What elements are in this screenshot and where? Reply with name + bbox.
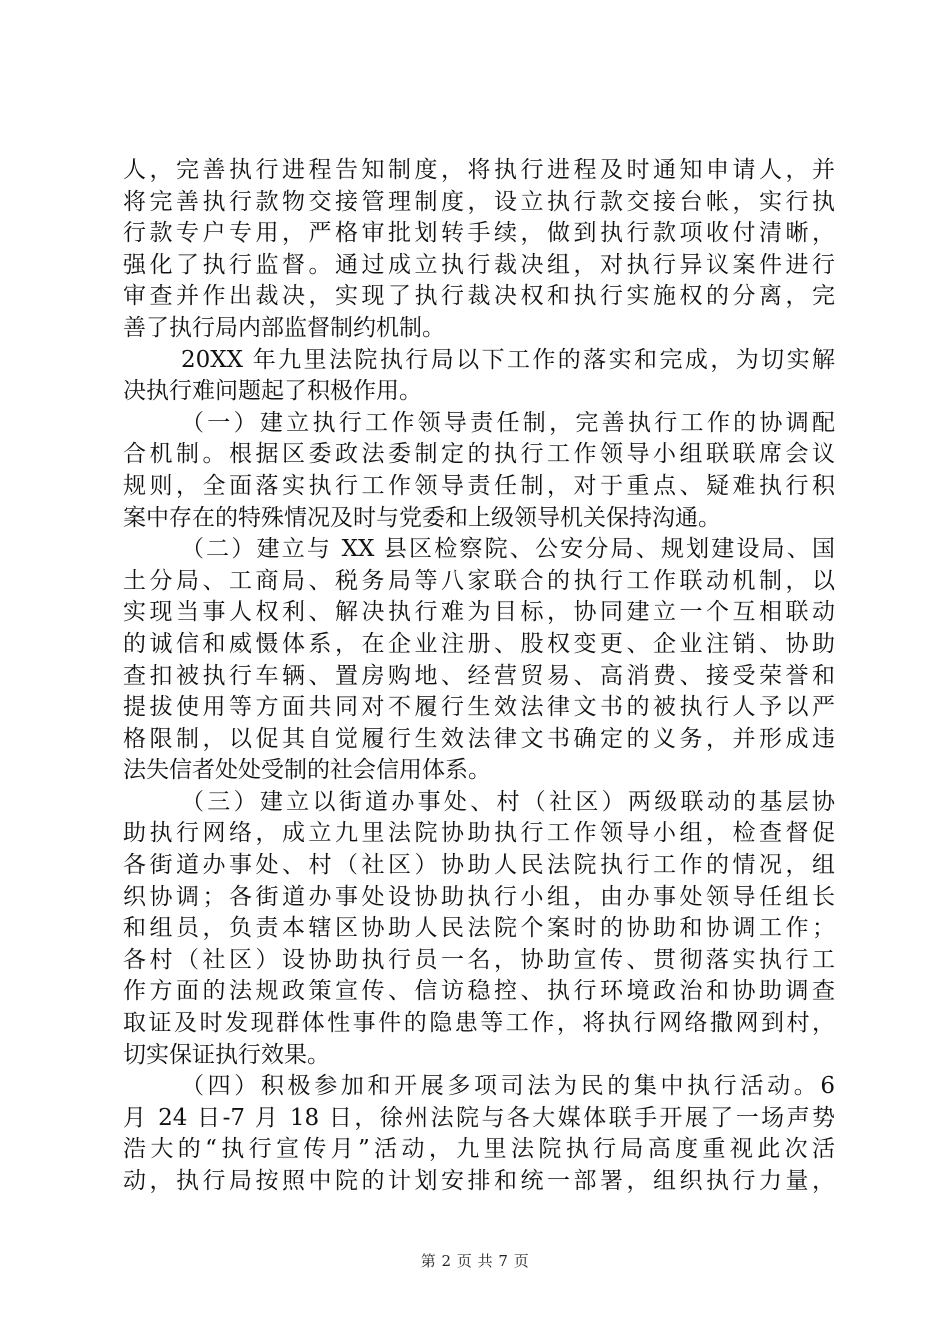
text-line: 月 24 日-7 月 18 日，徐州法院与各大媒体联手开展了一场声势	[123, 1104, 835, 1131]
text-line: 将完善执行款物交接管理制度，设立执行款交接台帐，实行执	[123, 188, 835, 215]
text-line: （二）建立与 XX 县区检察院、公安分局、规划建设局、国	[181, 536, 835, 563]
text-line: 作方面的法规政策宣传、信访稳控、执行环境政治和协助调查	[123, 978, 835, 1005]
text-line: 浩大的“执行宣传月”活动，九里法院执行局高度重视此次活	[123, 1136, 835, 1163]
text-line: 审查并作出裁决，实现了执行裁决权和执行实施权的分离，完	[123, 283, 835, 310]
page-number-footer: 第 2 页 共 7 页	[420, 1252, 530, 1270]
text-line: 切实保证执行效果。	[123, 1041, 330, 1068]
text-line: 合机制。根据区委政法委制定的执行工作领导小组联联席会议	[123, 441, 835, 468]
text-line: 各街道办事处、村（社区）协助人民法院执行工作的情况，组	[123, 852, 835, 879]
text-line: 的诚信和威慑体系，在企业注册、股权变更、企业注销、协助	[123, 630, 835, 657]
text-line: （四）积极参加和开展多项司法为民的集中执行活动。6	[181, 1073, 835, 1100]
text-line: 织协调；各街道办事处设协助执行小组，由办事处领导任组长	[123, 883, 835, 910]
document-body	[123, 155, 835, 1198]
text-line: 20XX 年九里法院执行局以下工作的落实和完成，为切实解	[181, 346, 835, 373]
text-line: 各村（社区）设协助执行员一名，协助宣传、贯彻落实执行工	[123, 946, 835, 973]
text-line: 善了执行局内部监督制约机制。	[123, 314, 445, 341]
text-line: 人，完善执行进程告知制度，将执行进程及时通知申请人，并	[123, 157, 835, 183]
text-line: 格限制，以促其自觉履行生效法律文书确定的义务，并形成违	[123, 725, 835, 752]
text-line: 查扣被执行车辆、置房购地、经营贸易、高消费、接受荣誉和	[123, 662, 835, 689]
text-line: 助执行网络，成立九里法院协助执行工作领导小组，检查督促	[123, 820, 835, 847]
text-line: 取证及时发现群体性事件的隐患等工作，将执行网络撒网到村，	[123, 1010, 835, 1037]
text-line: 动，执行局按照中院的计划安排和统一部署，组织执行力量，	[123, 1168, 835, 1194]
text-line: （一）建立执行工作领导责任制，完善执行工作的协调配	[181, 409, 835, 436]
text-line: 决执行难问题起了积极作用。	[123, 378, 422, 405]
text-line: 法失信者处处受制的社会信用体系。	[123, 757, 491, 784]
text-line: 行款专户专用，严格审批划转手续，做到执行款项收付清晰，	[123, 220, 835, 247]
text-line: 案中存在的特殊情况及时与党委和上级领导机关保持沟通。	[123, 504, 721, 531]
text-line: 强化了执行监督。通过成立执行裁决组，对执行异议案件进行	[123, 251, 835, 278]
text-line: 提拔使用等方面共同对不履行生效法律文书的被执行人予以严	[123, 694, 835, 721]
text-line: 规则，全面落实执行工作领导责任制，对于重点、疑难执行积	[123, 472, 835, 499]
text-line: 实现当事人权利、解决执行难为目标，协同建立一个互相联动	[123, 599, 835, 626]
text-line: 土分局、工商局、税务局等八家联合的执行工作联动机制，以	[123, 567, 835, 594]
text-line: 和组员，负责本辖区协助人民法院个案时的协助和协调工作；	[123, 915, 835, 942]
text-line: （三）建立以街道办事处、村（社区）两级联动的基层协	[181, 788, 835, 815]
